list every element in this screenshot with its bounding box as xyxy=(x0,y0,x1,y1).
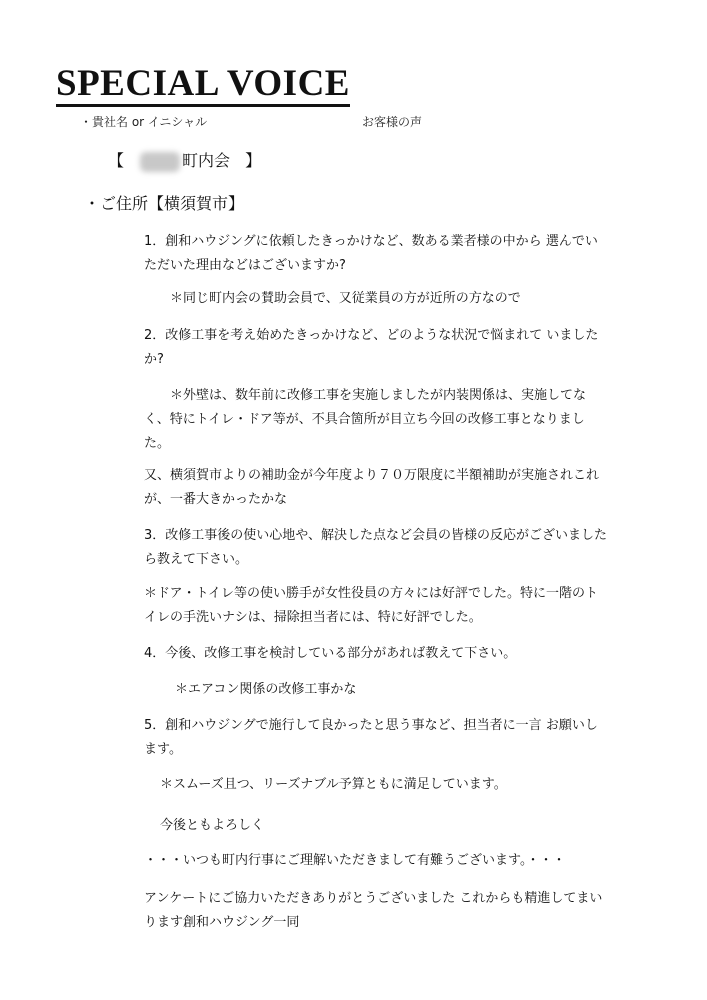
question-1: 1．創和ハウジングに依頼したきっかけなど、数ある業者様の中から 選んでいただいた理由などはございますか? xyxy=(144,234,598,273)
answer-2b: 又、横須賀市よりの補助金が今年度より７０万限度に半額補助が実施されこれが、一番大きかったかな xyxy=(144,468,600,507)
bracket-close: 】 xyxy=(245,151,262,170)
address: ・ご住所【横須賀市】 xyxy=(84,194,245,213)
page-title: SPECIAL VOICE xyxy=(56,64,350,107)
answer-2: ＊外壁は、数年前に改修工事を実施しましたが内装関係は、実施してなく、特にトイレ・ドア等が、不具合箇所が目立ち今回の改修工事となりました。 xyxy=(144,388,587,451)
answer-5: ＊スムーズ且つ、リーズナブル予算ともに満足しています。 xyxy=(160,777,507,792)
answer-4: ＊エアコン関係の改修工事かな xyxy=(175,682,357,697)
customer-name: 町内会 xyxy=(182,151,231,170)
voice-label: お客様の声 xyxy=(362,115,423,129)
question-5: 5．創和ハウジングで施行して良かったと思う事など、担当者に一言 お願いします。 xyxy=(144,718,598,757)
question-3: 3．改修工事後の使い心地や、解決した点など会員の皆様の反応がございましたら教えて下さい。 xyxy=(144,528,608,567)
question-2: 2．改修工事を考え始めたきっかけなど、どのような状況で悩まれて いましたか? xyxy=(144,328,599,367)
question-4: 4．今後、改修工事を検討している部分があれば教えて下さい。 xyxy=(144,646,517,661)
customer-name-line xyxy=(108,148,261,172)
answer-5b: 今後ともよろしく xyxy=(160,818,265,833)
thanks-message: アンケートにご協力いただきありがとうございました これからも精進してまいります創和ハウジング一同 xyxy=(144,891,603,930)
bracket-open: 【 xyxy=(108,151,125,170)
answer-3: ＊ドア・トイレ等の使い勝手が女性役員の方々には好評でした。特に一階のトイレの手洗いナシは、掃除担当者には、特に好評でした。 xyxy=(144,586,598,625)
answer-1: ＊同じ町内会の賛助会員で、又従業員の方が近所の方なので xyxy=(170,291,521,306)
company-label: ・貴社名 or イニシャル xyxy=(80,115,208,129)
redacted-name-blur xyxy=(140,152,180,172)
closing-line: ・・・いつも町内行事にご理解いただきまして有難うございます。・・・ xyxy=(144,853,566,868)
